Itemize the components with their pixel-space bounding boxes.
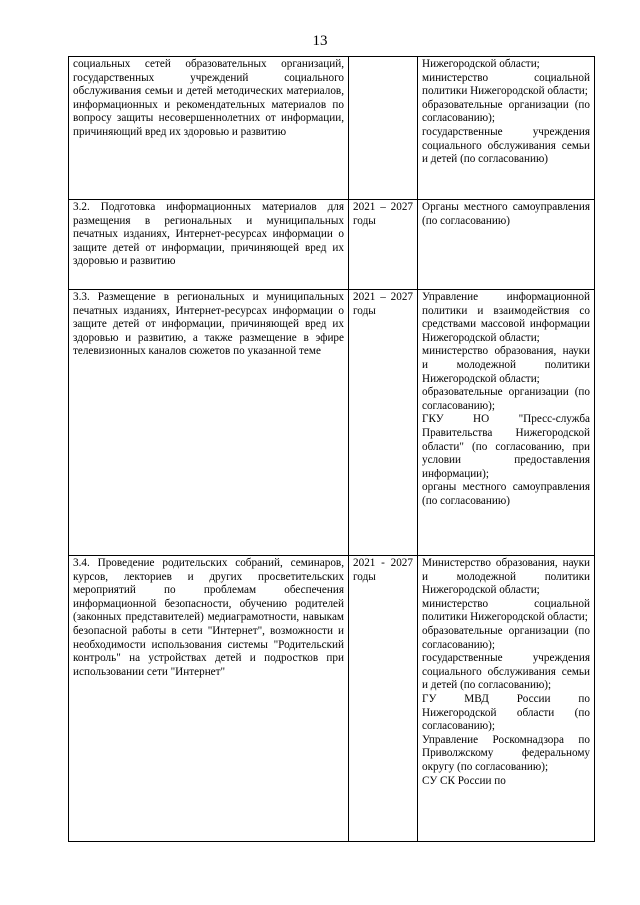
measure-cell: 3.4. Проведение родительских собраний, семинаров, курсов, лекториев и других просветительских мероприятий по проблемам обеспечения информационной безопасности, обучению родителей (законных представителей) медиаграмотности, навыкам безопасной работы в сети "Интернет", возможности и необходимости использования системы "Родительский контроль" на устройствах детей и подростков при использовании сети "Интернет": [69, 556, 349, 842]
period-text: 2021 - 2027 годы: [353, 557, 413, 583]
period-text: 2021 – 2027 годы: [353, 201, 413, 227]
executor-item: Министерство образования, науки и молодежной политики Нижегородской области;: [422, 557, 590, 597]
executor-item: Нижегородской области;: [422, 58, 540, 70]
executor-item: государственные учреждения социального обслуживания семьи и детей (по согласованию);: [422, 652, 590, 692]
executor-item: ГКУ НО "Пресс-служба Правительства Нижегородской области" (по согласованию, при условии предоставления информации);: [422, 413, 590, 480]
table-row: [69, 290, 595, 556]
executor-item: министерство социальной политики Нижегородской области;: [422, 597, 590, 624]
executor-item: образовательные организации (по согласованию);: [422, 98, 590, 125]
executors-cell: [418, 200, 595, 290]
table-row: [69, 57, 595, 200]
executor-item: образовательные организации (по согласованию);: [422, 624, 590, 651]
executor-item: Управление информационной политики и взаимодействия со средствами массовой информации Нижегородской области;: [422, 291, 590, 344]
period-text: 2021 – 2027 годы: [353, 291, 413, 317]
executor-item: органы местного самоуправления (по согласованию): [422, 481, 590, 507]
executor-item: государственные учреждения социального обслуживания семьи и детей (по согласованию): [422, 125, 590, 166]
measures-table: [68, 56, 595, 842]
executor-item: министерство социальной политики Нижегородской области;: [422, 71, 590, 98]
table-row: [69, 200, 595, 290]
table-row: [69, 556, 595, 842]
measure-cell: 3.3. Размещение в региональных и муниципальных печатных изданиях, Интернет-ресурсах информации о защите детей от информации, причиняющей вред их здоровью и развитию, а также размещение в эфире телевизионных каналов сюжетов по указанной теме: [69, 290, 349, 556]
measure-cell: социальных сетей образовательных организаций, государственных учреждений социального обслуживания семьи и детей методических материалов, информационных и рекомендательных материалов по вопросу защиты несовершеннолетних от информации, причиняющий вред их здоровью и развитию: [69, 57, 349, 200]
page-number: 13: [312, 33, 328, 49]
executors-cell: [418, 57, 595, 200]
executor-item: образовательные организации (по согласованию);: [422, 386, 590, 412]
executor-item: ГУ МВД России по Нижегородской области (по согласованию);: [422, 692, 590, 733]
period-cell: [349, 556, 418, 842]
period-cell: [349, 200, 418, 290]
period-cell: [349, 290, 418, 556]
executors-cell: [418, 556, 595, 842]
executors-cell: [418, 290, 595, 556]
executor-item: СУ СК России по: [422, 774, 506, 787]
period-cell: [349, 57, 418, 200]
executor-item: Управление Роскомнадзора по Приволжскому федеральному округу (по согласованию);: [422, 733, 590, 773]
executor-item: Органы местного самоуправления (по согласованию): [422, 201, 590, 227]
executor-item: министерство образования, науки и молодежной политики Нижегородской области;: [422, 345, 590, 385]
measure-cell: 3.2. Подготовка информационных материалов для размещения в региональных и муниципальных печатных изданиях, Интернет-ресурсах информации о защите детей от информации, причиняющей вред их здоровью и развитию: [69, 200, 349, 290]
